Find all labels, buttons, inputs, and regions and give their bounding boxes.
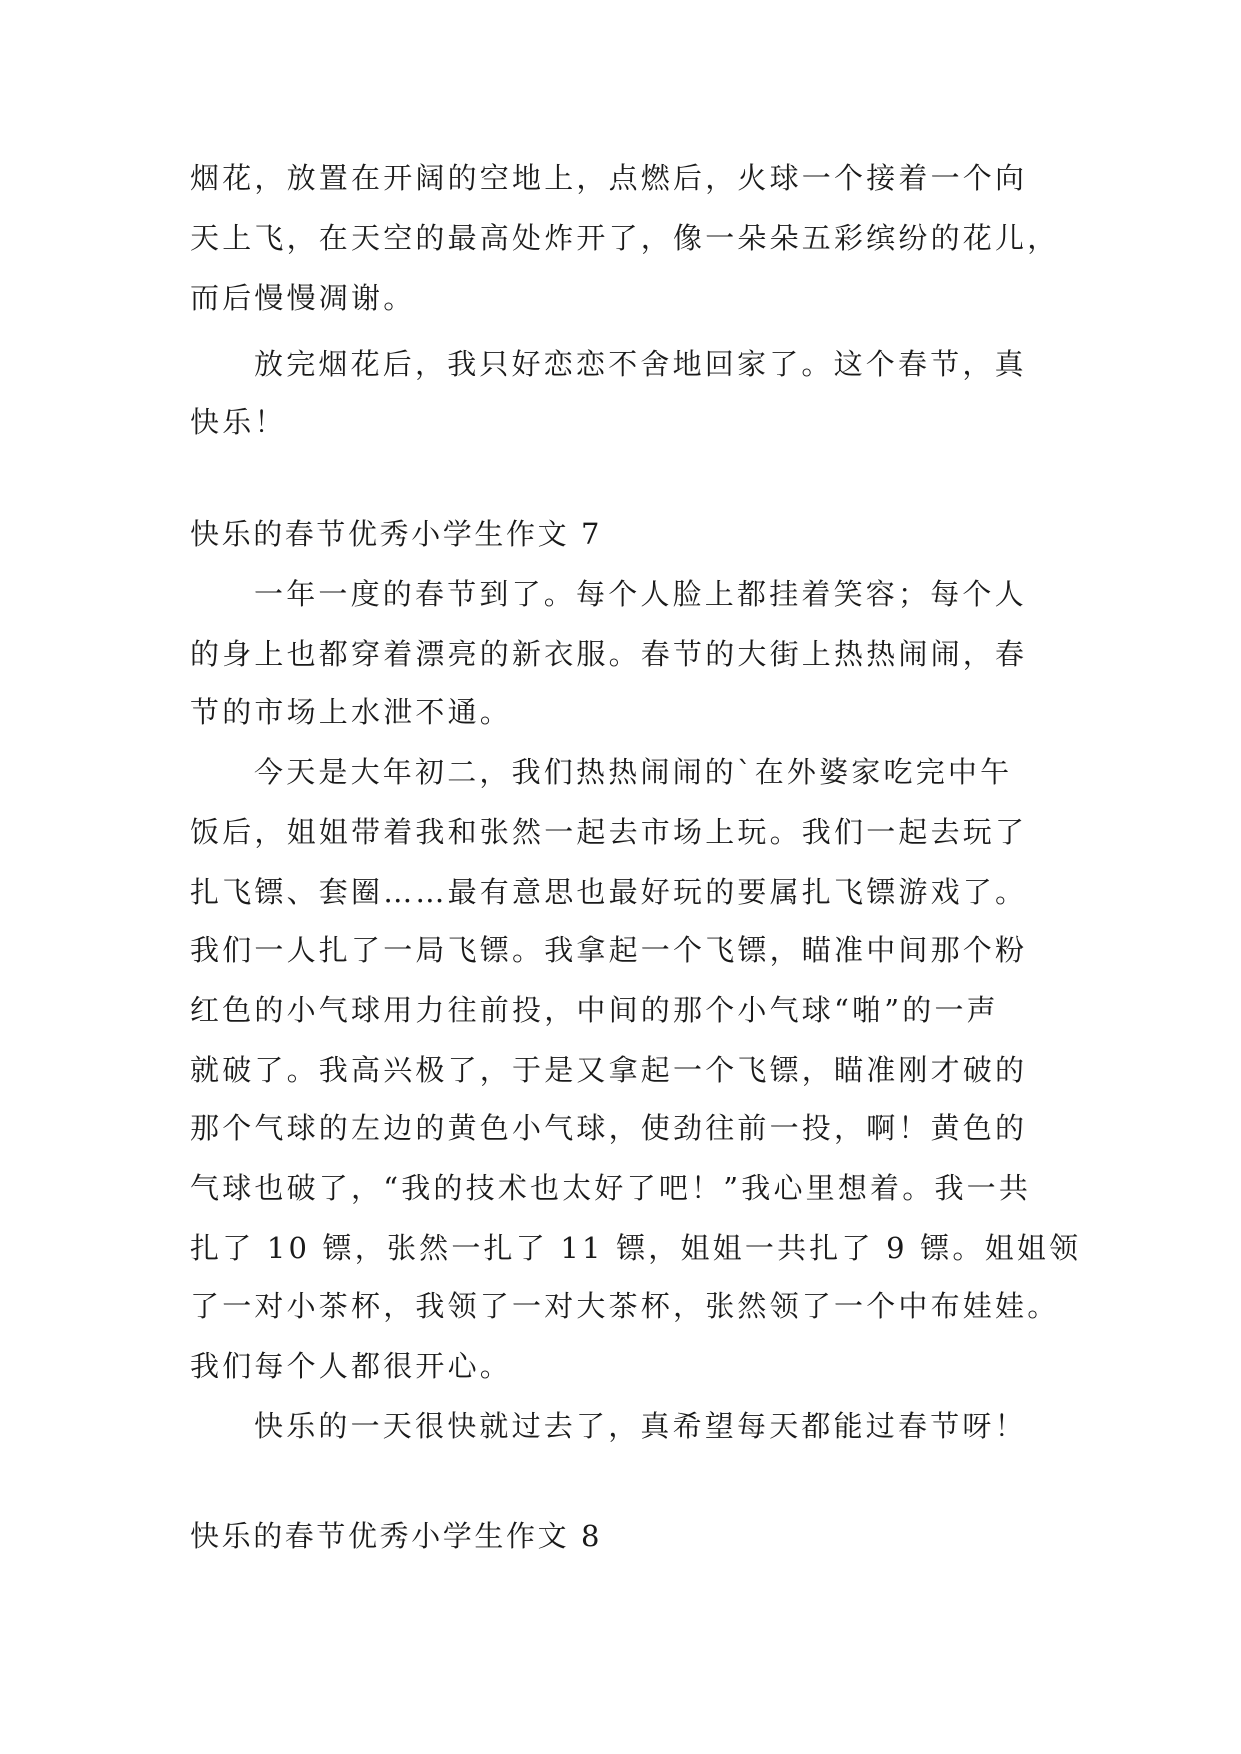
text-line: 饭后，姐姐带着我和张然一起去市场上玩。我们一起去玩了 bbox=[190, 815, 1028, 849]
text-line: 而后慢慢凋谢。 bbox=[190, 281, 416, 315]
text-line: 今天是大年初二，我们热热闹闹的`在外婆家吃完中午 bbox=[254, 755, 1013, 789]
text-line: 红色的小气球用力往前投，中间的那个小气球“啪”的一声 bbox=[190, 993, 999, 1027]
text-line: 的身上也都穿着漂亮的新衣服。春节的大街上热热闹闹，春 bbox=[190, 637, 1028, 671]
text-line: 我们一人扎了一局飞镖。我拿起一个飞镖，瞄准中间那个粉 bbox=[190, 933, 1028, 967]
text-line: 一年一度的春节到了。每个人脸上都挂着笑容；每个人 bbox=[254, 577, 1027, 611]
section-heading-8: 快乐的春节优秀小学生作文 8 bbox=[190, 1519, 603, 1553]
text-line: 放完烟花后，我只好恋恋不舍地回家了。这个春节，真 bbox=[254, 347, 1027, 381]
text-line: 快乐！ bbox=[190, 405, 287, 439]
text-line: 我们每个人都很开心。 bbox=[190, 1349, 513, 1383]
text-line: 扎了 10 镖，张然一扎了 11 镖，姐姐一共扎了 9 镖。姐姐领 bbox=[190, 1231, 1082, 1265]
text-line: 那个气球的左边的黄色小气球，使劲往前一投，啊！黄色的 bbox=[190, 1111, 1028, 1145]
text-line: 快乐的一天很快就过去了，真希望每天都能过春节呀！ bbox=[254, 1409, 1027, 1443]
text-line: 就破了。我高兴极了，于是又拿起一个飞镖，瞄准刚才破的 bbox=[190, 1053, 1028, 1087]
text-line: 烟花，放置在开阔的空地上，点燃后，火球一个接着一个向 bbox=[190, 161, 1028, 195]
text-line: 气球也破了，“我的技术也太好了吧！”我心里想着。我一共 bbox=[190, 1171, 1032, 1205]
text-line: 天上飞，在天空的最高处炸开了，像一朵朵五彩缤纷的花儿， bbox=[190, 221, 1060, 255]
section-heading-7: 快乐的春节优秀小学生作文 7 bbox=[190, 517, 603, 551]
text-line: 了一对小茶杯，我领了一对大茶杯，张然领了一个中布娃娃。 bbox=[190, 1289, 1060, 1323]
text-line: 扎飞镖、套圈……最有意思也最好玩的要属扎飞镖游戏了。 bbox=[190, 875, 1028, 909]
text-line: 节的市场上水泄不通。 bbox=[190, 695, 513, 729]
